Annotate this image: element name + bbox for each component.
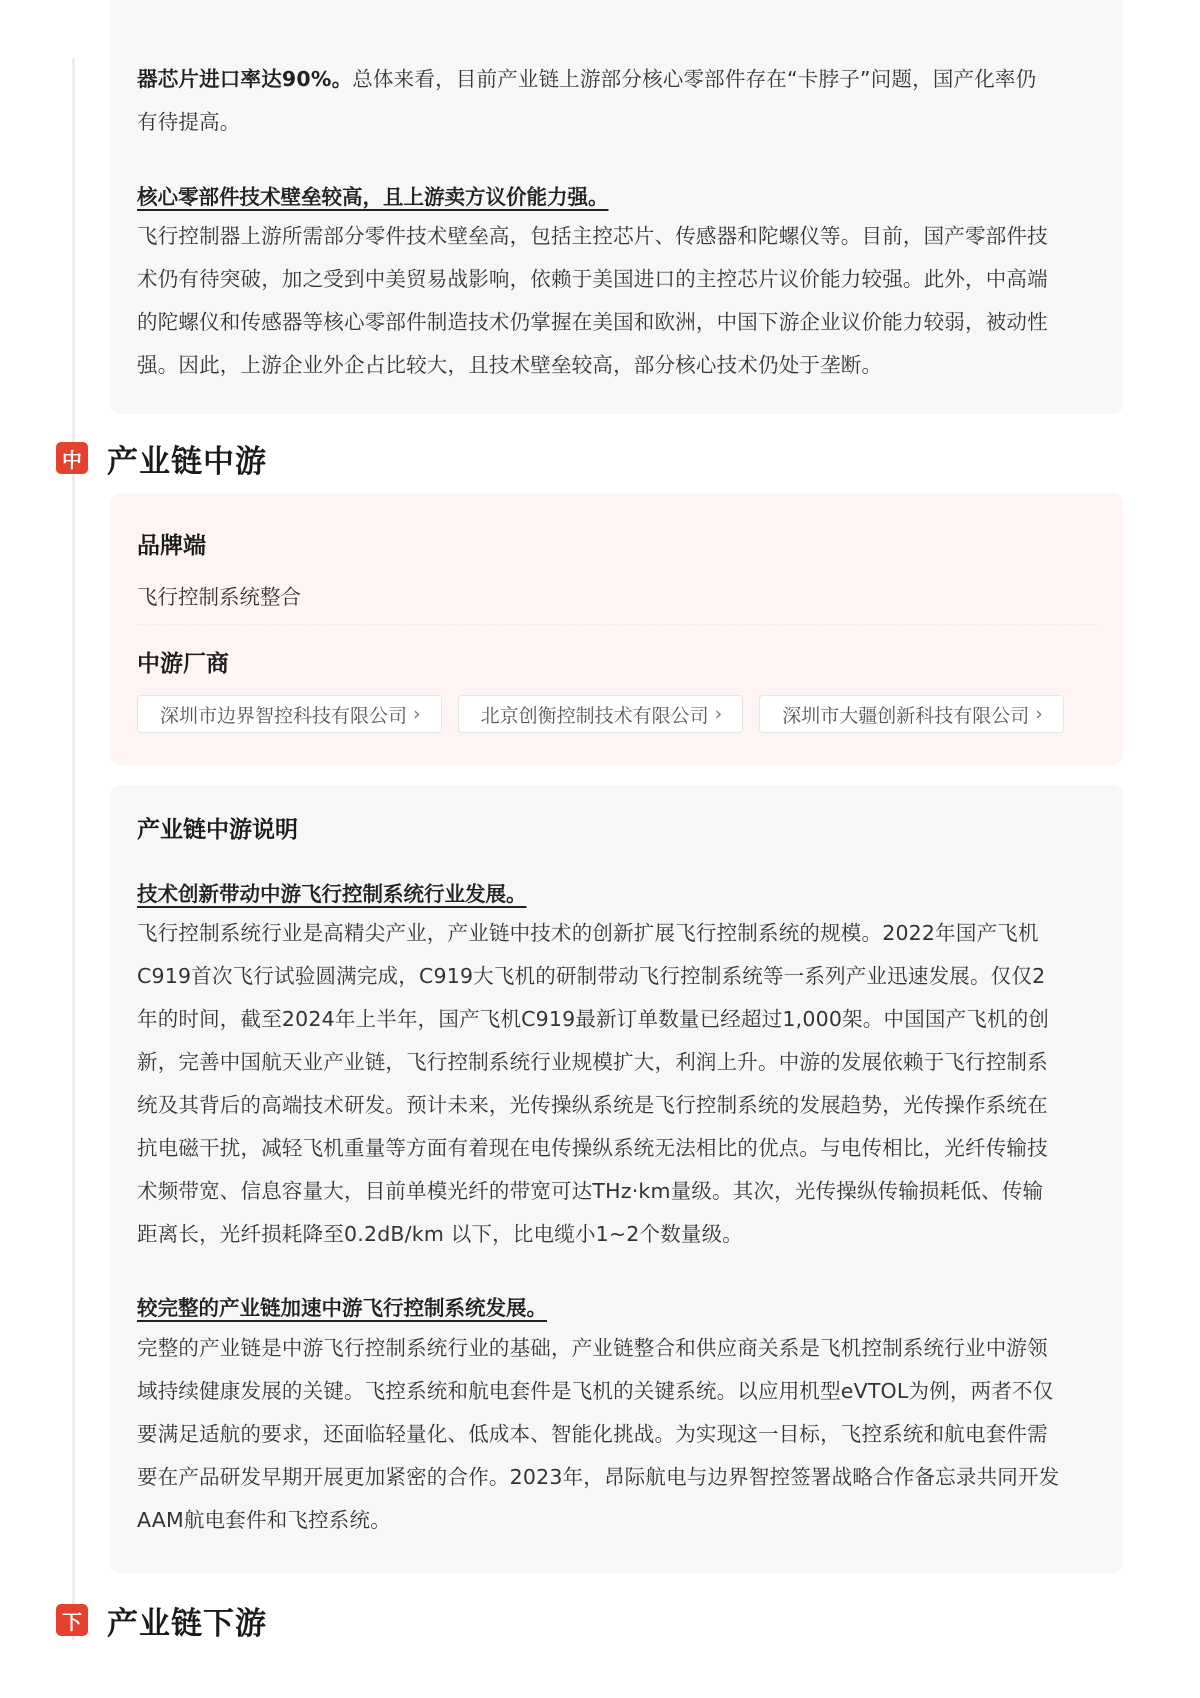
timeline-line (72, 58, 75, 1640)
vendor-chip[interactable] (137, 695, 442, 733)
paragraph-line: AAM航电套件和飞控系统。 (137, 1508, 391, 1532)
upstream-intro-text: 总体来看，目前产业链上游部分核心零部件存在“卡脖子”问题，国产化率仍 (352, 67, 1037, 91)
paragraph-line: C919首次飞行试验圆满完成，C919大飞机的研制带动飞行控制系统等一系列产业迅速发展。仅仅2 (137, 964, 1046, 988)
midstream-badge-icon: 中 (56, 442, 88, 474)
vendor-chip[interactable] (458, 695, 744, 733)
upstream-point-title: 核心零部件技术壁垒较高，且上游卖方议价能力强。 (137, 185, 609, 209)
midstream-description-title: 产业链中游说明 (137, 817, 298, 843)
paragraph-line: 术频带宽、信息容量大，目前单模光纤的带宽可达THz·km量级。其次，光传操纵传输损耗低、传输 (137, 1179, 1044, 1203)
midstream-point2-title: 较完整的产业链加速中游飞行控制系统发展。 (137, 1296, 547, 1320)
chevron-right-icon: › (413, 703, 421, 725)
upstream-intro-line2: 有待提高。 (137, 110, 241, 134)
paragraph-line: 统及其背后的高端技术研发。预计未来，光传操纵系统是飞行控制系统的发展趋势，光传操作系统在 (137, 1093, 1048, 1117)
chevron-right-icon: › (714, 703, 723, 725)
brand-value: 飞行控制系统整合 (137, 585, 301, 609)
midstream-point1-paragraph (137, 912, 1103, 1256)
paragraph-line: 的陀螺仪和传感器等核心零部件制造技术仍掌握在美国和欧洲，中国下游企业议价能力较弱，被动性 (137, 310, 1048, 334)
paragraph-line: 年的时间，截至2024年上半年，国产飞机C919最新订单数量已经超过1,000架。中国国产飞机的创 (137, 1007, 1050, 1031)
paragraph-line: 飞行控制系统行业是高精尖产业，产业链中技术的创新扩展飞行控制系统的规模。2022年国产飞机 (137, 921, 1039, 945)
vendor-chip[interactable] (759, 695, 1064, 733)
downstream-badge-icon: 下 (56, 1604, 88, 1636)
brand-label: 品牌端 (137, 533, 206, 559)
midstream-section-title: 产业链中游 (107, 443, 267, 480)
vendor-chip-label: 深圳市边界智控科技有限公司 (160, 704, 408, 727)
paragraph-line: 要在产品研发早期开展更加紧密的合作。2023年，昂际航电与边界智控签署战略合作备忘录共同开发 (137, 1465, 1060, 1489)
midstream-point1-title: 技术创新带动中游飞行控制系统行业发展。 (137, 882, 527, 906)
midstream-section-header (56, 438, 267, 478)
paragraph-line: 完整的产业链是中游飞行控制系统行业的基础，产业链整合和供应商关系是飞机控制系统行业中游领 (137, 1336, 1048, 1360)
paragraph-line: 要满足适航的要求，还面临轻量化、低成本、智能化挑战。为实现这一目标，飞控系统和航电套件需 (137, 1422, 1048, 1446)
paragraph-line: 抗电磁干扰，减轻飞机重量等方面有着现在电传操纵系统无法相比的优点。与电传相比，光纤传输技 (137, 1136, 1048, 1160)
divider (137, 624, 1097, 625)
paragraph-line: 域持续健康发展的关键。飞控系统和航电套件是飞机的关键系统。以应用机型eVTOL为例，两者不仅 (137, 1379, 1054, 1403)
vendor-chip-label: 北京创衡控制技术有限公司 (480, 704, 709, 727)
downstream-section-title: 产业链下游 (107, 1605, 267, 1642)
chevron-right-icon: › (1035, 703, 1043, 725)
vendor-chip-list (137, 695, 1064, 733)
vendor-label: 中游厂商 (137, 651, 229, 677)
downstream-section-header (56, 1600, 267, 1640)
paragraph-line: 飞行控制器上游所需部分零件技术壁垒高，包括主控芯片、传感器和陀螺仪等。目前，国产零部件技 (137, 224, 1048, 248)
upstream-intro-emphasis: 器芯片进口率达90%。 (137, 67, 353, 91)
vendor-chip-label: 深圳市大疆创新科技有限公司 (782, 704, 1030, 727)
upstream-point-paragraph (137, 215, 1103, 387)
upstream-intro-paragraph (137, 58, 1103, 144)
paragraph-line: 新，完善中国航天业产业链，飞行控制系统行业规模扩大，利润上升。中游的发展依赖于飞行控制系 (137, 1050, 1048, 1074)
paragraph-line: 距离长，光纤损耗降至0.2dB/km 以下，比电缆小1~2个数量级。 (137, 1222, 744, 1246)
midstream-point2-paragraph (137, 1327, 1103, 1542)
paragraph-line: 强。因此，上游企业外企占比较大，且技术壁垒较高，部分核心技术仍处于垄断。 (137, 353, 883, 377)
paragraph-line: 术仍有待突破，加之受到中美贸易战影响，依赖于美国进口的主控芯片议价能力较强。此外，中高端 (137, 267, 1048, 291)
